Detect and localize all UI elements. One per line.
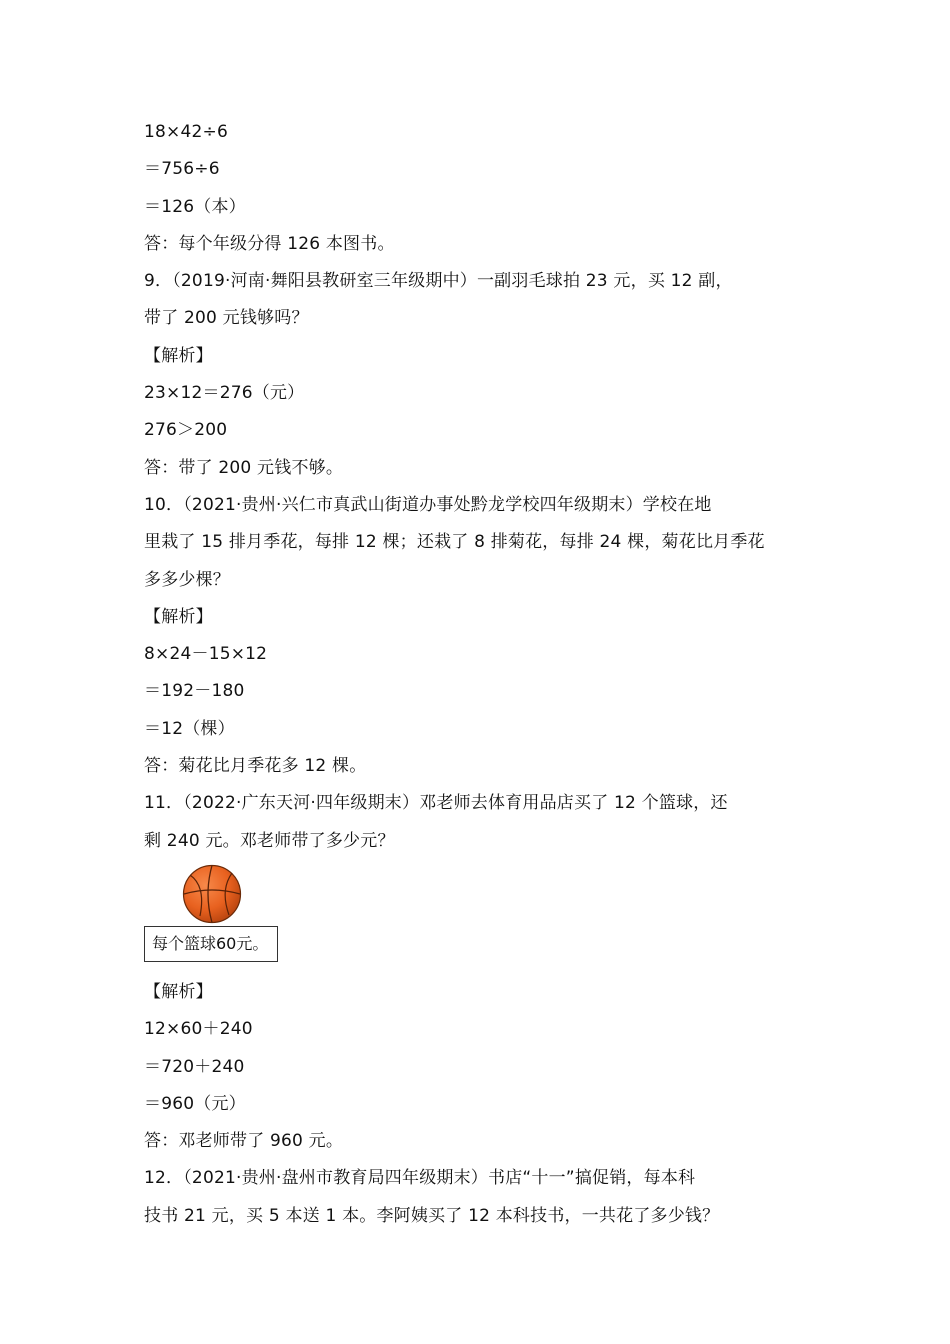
answer-line: 答：邓老师带了 960 元。 (144, 1131, 344, 1152)
text-line: ＝756÷6 (144, 159, 220, 180)
question-12-line: 技书 21 元，买 5 本送 1 本。李阿姨买了 12 本科技书，一共花了多少钱？ (144, 1205, 720, 1226)
text-line: 276＞200 (144, 420, 228, 441)
answer-line: 答：每个年级分得 126 本图书。 (144, 233, 395, 254)
question-12-line: 12．（2021·贵州·盘州市教育局四年级期末）书店“十一”搞促销，每本科 (144, 1168, 696, 1189)
basketball-figure (144, 860, 814, 974)
analysis-heading: 【解析】 (144, 981, 213, 1002)
text-line: ＝126（本） (144, 196, 246, 217)
document-content (144, 114, 814, 1235)
analysis-heading: 【解析】 (144, 606, 213, 627)
text-line: 8×24－15×12 (144, 644, 268, 665)
answer-line: 答：菊花比月季花多 12 棵。 (144, 756, 367, 777)
text-line: 12×60＋240 (144, 1019, 253, 1040)
text-line: ＝192－180 (144, 681, 245, 702)
question-9-line: 9．（2019·河南·舞阳县教研室三年级期中）一副羽毛球拍 23 元，买 12 副， (144, 271, 733, 292)
text-line: ＝720＋240 (144, 1056, 245, 1077)
question-10-line: 10．（2021·贵州·兴仁市真武山街道办事处黔龙学校四年级期末）学校在地 (144, 494, 712, 515)
question-10-line: 多多少棵？ (144, 569, 230, 590)
basketball-icon (182, 864, 242, 924)
text-line: ＝12（棵） (144, 718, 235, 739)
question-11-line: 11．（2022·广东天河·四年级期末）邓老师去体育用品店买了 12 个篮球，还 (144, 793, 728, 814)
answer-line: 答：带了 200 元钱不够。 (144, 457, 344, 478)
question-9-line: 带了 200 元钱够吗？ (144, 308, 309, 329)
question-11-line: 剩 240 元。邓老师带了多少元？ (144, 830, 395, 851)
text-line: 18×42÷6 (144, 122, 228, 142)
text-line: ＝960（元） (144, 1093, 246, 1114)
price-label: 每个篮球60元。 (144, 926, 278, 962)
text-line: 23×12＝276（元） (144, 383, 305, 404)
question-10-line: 里栽了 15 排月季花，每排 12 棵；还栽了 8 排菊花，每排 24 棵，菊花比月季花 (144, 532, 765, 553)
analysis-heading: 【解析】 (144, 345, 213, 366)
